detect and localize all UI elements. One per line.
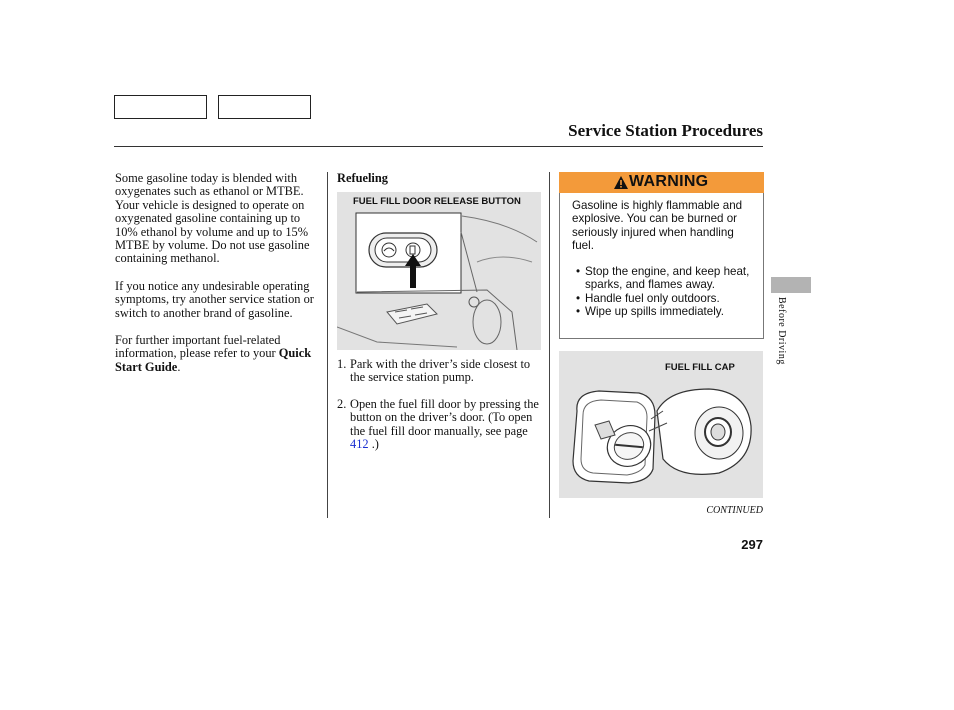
refueling-steps xyxy=(337,358,542,451)
continued-label: CONTINUED xyxy=(706,505,763,516)
fuel-door-release-figure xyxy=(337,192,541,350)
section-side-label: Before Driving xyxy=(776,297,787,365)
warning-label: WARNING xyxy=(629,173,709,190)
quick-start-paragraph xyxy=(115,334,320,374)
fuel-fill-cap-figure xyxy=(559,351,763,498)
warning-bullet: • Wipe up spills immediately. xyxy=(572,305,758,318)
title-rule xyxy=(114,146,763,147)
warning-body xyxy=(559,193,764,339)
fuel-cap-illustration xyxy=(559,351,763,498)
quick-start-guide-ref: Quick Start Guide xyxy=(115,346,312,374)
step-2-text-after: .) xyxy=(368,437,379,452)
page-412-link[interactable]: 412 xyxy=(350,437,369,452)
nav-button-previous[interactable] xyxy=(114,95,207,119)
column-divider-right xyxy=(549,172,550,518)
warning-intro: Gasoline is highly flammable and explosive. You can be burned or seriously injured when handling fuel. xyxy=(572,199,743,253)
step-2 xyxy=(337,398,542,452)
symptoms-paragraph: If you notice any undesirable operating symptoms, try another service station or switch to another brand of gasoline. xyxy=(115,278,314,320)
quick-start-suffix: . xyxy=(177,359,181,374)
quick-start-prefix: For further important fuel-related information, please refer to your xyxy=(115,333,281,361)
refueling-heading: Refueling xyxy=(337,171,388,185)
fuel-fill-cap-label: FUEL FILL CAP xyxy=(665,362,735,373)
warning-header xyxy=(559,172,764,193)
step-1-text: Park with the driver’s side closest to the service station pump. xyxy=(350,357,531,385)
step-2-number: 2. xyxy=(337,396,347,411)
warning-bullet-list xyxy=(572,265,758,319)
fuel-door-release-label: FUEL FILL DOOR RELEASE BUTTON xyxy=(353,196,521,207)
page-number: 297 xyxy=(741,537,763,552)
step-2-text-before: Open the fuel fill door by pressing the button on the driver’s door. (To open the fuel fill door manually, see page xyxy=(350,396,539,438)
step-1 xyxy=(337,358,542,385)
warning-bullet: • Handle fuel only outdoors. xyxy=(572,292,758,305)
fuel-oxygenate-paragraph: Some gasoline today is blended with oxygenates such as ethanol or MTBE. Your vehicle is designed to operate on oxygenated gasoline containing up to 10% ethanol by volume and up to 15% MTBE by volume. Do not use gasoline containing methanol. xyxy=(115,171,310,266)
door-panel-illustration xyxy=(337,192,541,350)
step-2-text xyxy=(350,398,542,452)
warning-bullet: • Stop the engine, and keep heat, sparks, and flames away. xyxy=(572,265,758,292)
left-column xyxy=(115,172,320,388)
step-1-number: 1. xyxy=(337,357,347,371)
warning-triangle-icon xyxy=(614,176,628,189)
section-side-tab xyxy=(771,277,811,293)
column-divider-left xyxy=(327,172,328,518)
page-title: Service Station Procedures xyxy=(568,121,763,140)
nav-button-next[interactable] xyxy=(218,95,311,119)
